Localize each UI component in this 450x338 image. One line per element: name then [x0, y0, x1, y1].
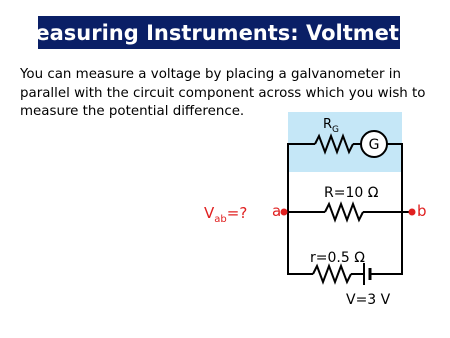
- paragraph-line-1: You can measure a voltage by placing a galvanometer in: [20, 67, 401, 82]
- node-a-label: a: [272, 202, 282, 220]
- resistor-label: R=10 Ω: [324, 185, 379, 201]
- vab-question-label: $V_{ab}=$?: [204, 204, 248, 225]
- galvanometer-symbol-label: G: [368, 137, 380, 153]
- paragraph-line-2: parallel with the circuit component across which you wish to: [20, 85, 426, 101]
- node-b-label: b: [417, 202, 427, 220]
- node-a-dot: [281, 209, 288, 216]
- resistor-r: [325, 204, 363, 220]
- battery-branch: [288, 212, 402, 285]
- slide-title: Measuring Instruments: Voltmeter: [38, 16, 400, 49]
- node-b-dot: [409, 209, 416, 216]
- galvanometer-resistor-label: $R_G$: [323, 117, 340, 135]
- internal-resistor: [313, 266, 351, 282]
- battery-voltage-label: V=3 V: [346, 292, 391, 308]
- paragraph-line-3: measure the potential difference.: [20, 104, 245, 119]
- internal-resistance-label: r=0.5 Ω: [310, 250, 365, 266]
- resistor-branch: [288, 204, 412, 220]
